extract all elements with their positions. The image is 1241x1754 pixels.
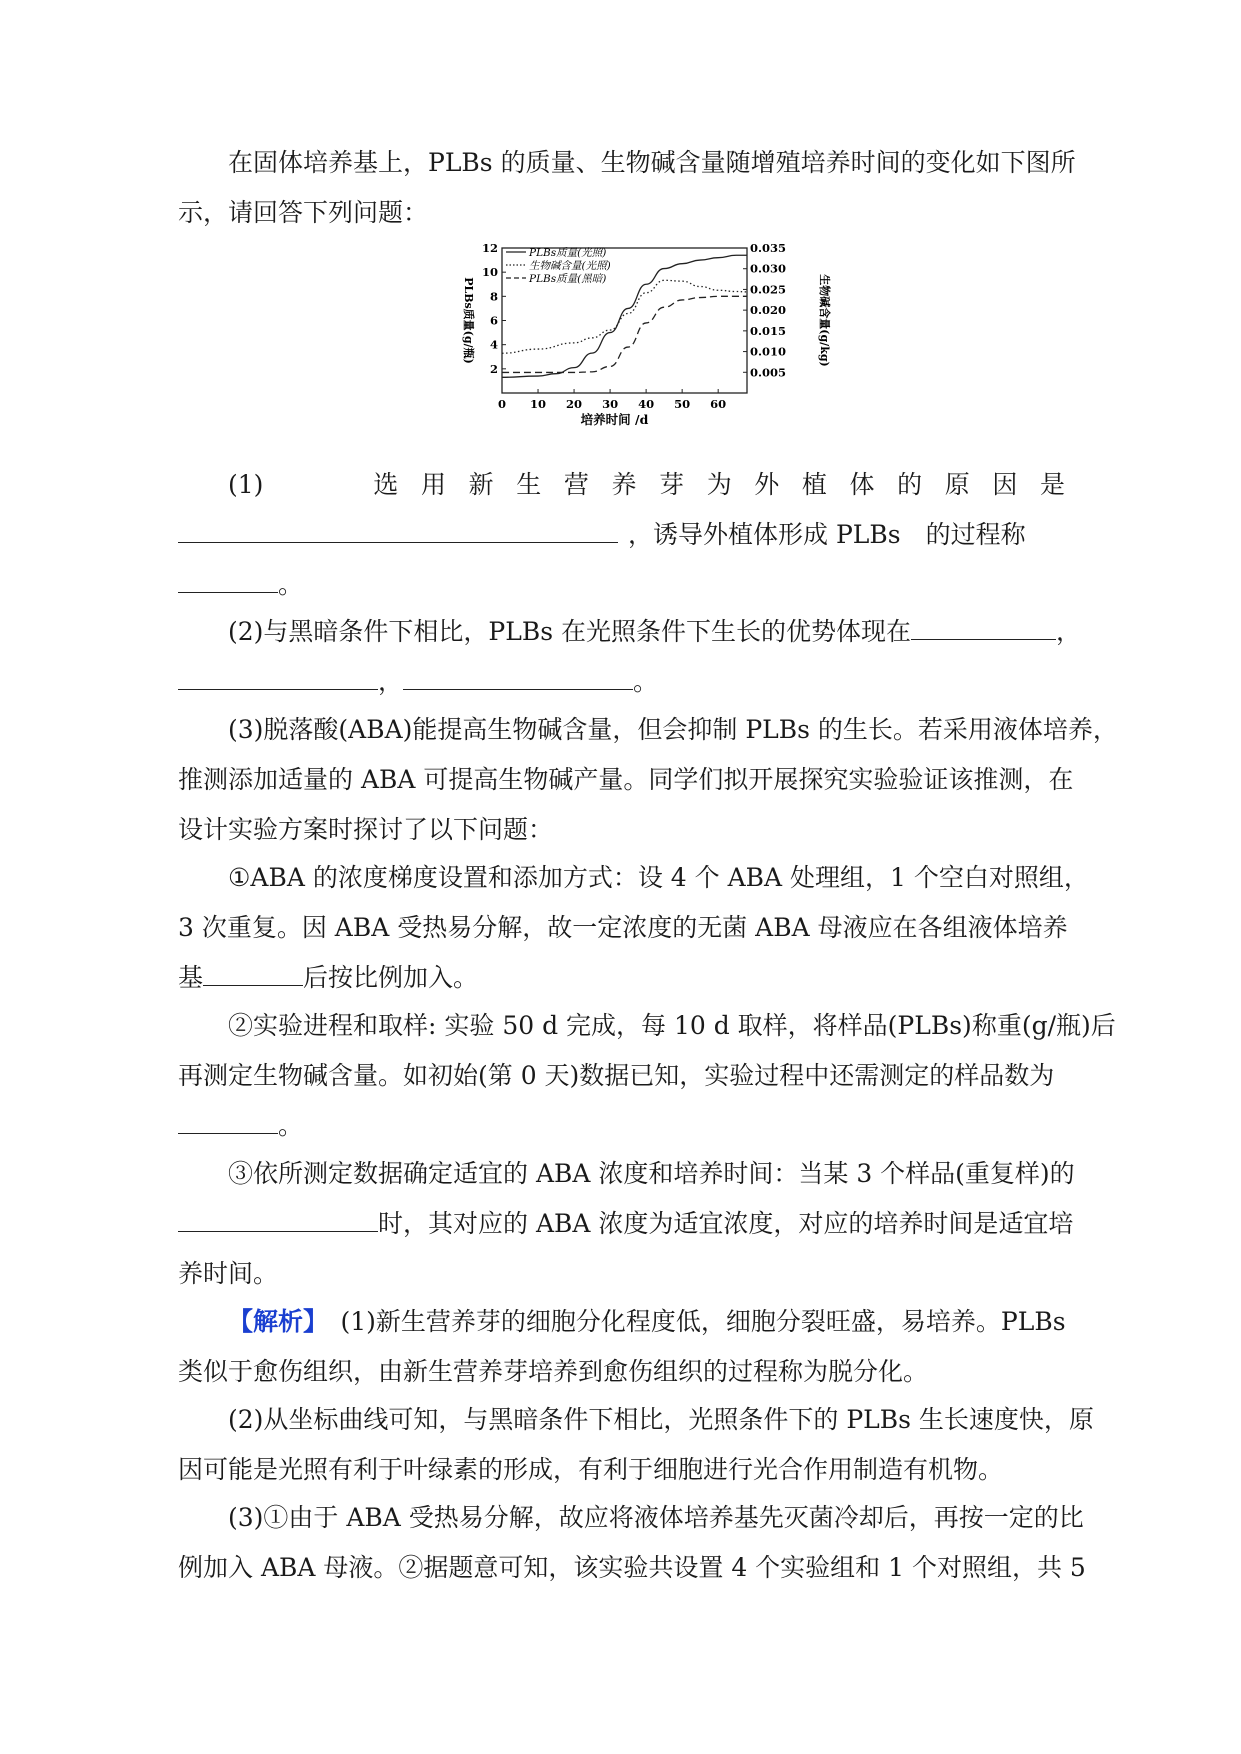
intro-line-2: 示，请回答下列问题： xyxy=(178,198,429,227)
q1-stem-char: 体 xyxy=(849,470,875,499)
y-left-tick-label: 2 xyxy=(489,361,498,376)
x-tick-label: 0 xyxy=(497,397,507,411)
y-left-tick-label: 8 xyxy=(489,289,498,304)
analysis-p3-line-2: 例加入 ABA 母液。②据题意可知，该实验共设置 4 个实验组和 1 个对照组，共 5 xyxy=(178,1553,1086,1582)
q1-stem-char: 是 xyxy=(1039,470,1065,499)
y-right-tick-label: 0.010 xyxy=(750,344,787,359)
q3-line-3: 设计实验方案时探讨了以下问题： xyxy=(178,815,554,844)
s1-text-a: 基 xyxy=(178,963,204,992)
q1-number: (1) xyxy=(228,470,264,499)
subquestion-1 xyxy=(178,853,1089,1003)
y-right-tick-label: 0.005 xyxy=(750,365,787,380)
x-axis-label: 培养时间 /d xyxy=(580,412,649,427)
s3-line-1: ③依所测定数据确定适宜的 ABA 浓度和培养时间：当某 3 个样品(重复样)的 xyxy=(228,1159,1075,1188)
q1-stem-char: 营 xyxy=(563,470,589,499)
s3-line-2 xyxy=(178,1199,1074,1249)
q1-stem-char: 外 xyxy=(754,470,780,499)
analysis-line-2: 类似于愈伤组织，由新生营养芽培养到愈伤组织的过程称为脱分化。 xyxy=(178,1357,929,1386)
q1-line-3 xyxy=(178,560,1065,610)
analysis-p3-line-1: (3)①由于 ABA 受热易分解，故应将液体培养基先灭菌冷却后，再按一定的比 xyxy=(228,1503,1084,1532)
q1-stem-char: 用 xyxy=(421,470,447,499)
answer-blank[interactable] xyxy=(178,1201,378,1232)
y-right-tick-label: 0.020 xyxy=(750,303,787,318)
s3-line-3: 养时间。 xyxy=(178,1259,279,1288)
y-left-tick-label: 4 xyxy=(489,337,498,352)
answer-blank[interactable] xyxy=(178,512,618,543)
y-left-tick-label: 12 xyxy=(481,241,498,255)
q1-mid-text: ，诱导外植体形成 PLBs 的过程称 xyxy=(628,520,1026,549)
legend-label: PLBs质量(黑暗) xyxy=(529,273,607,285)
s2-end: 。 xyxy=(278,1111,304,1140)
q1-stem-char: 的 xyxy=(897,470,923,499)
q1-stem-char: 新 xyxy=(468,470,494,499)
answer-blank[interactable] xyxy=(178,1103,278,1134)
q1-stem-char: 养 xyxy=(611,470,637,499)
q2-text: (2)与黑暗条件下相比，PLBs 在光照条件下生长的优势体现在 xyxy=(228,617,911,646)
question-3 xyxy=(178,705,1118,855)
q1-stem-char: 植 xyxy=(801,470,827,499)
subquestion-3 xyxy=(178,1149,1075,1299)
s1-line-3 xyxy=(178,953,1065,1003)
legend-label: PLBs质量(光照) xyxy=(529,247,607,259)
x-tick-label: 50 xyxy=(674,397,691,411)
y-right-tick-label: 0.030 xyxy=(750,261,787,276)
s2-line-2: 再测定生物碱含量。如初始(第 0 天)数据已知，实验过程中还需测定的样品数为 xyxy=(178,1061,1055,1090)
q1-stem-char: 芽 xyxy=(659,470,685,499)
s1-line-1: ①ABA 的浓度梯度设置和添加方式：设 4 个 ABA 处理组，1 个空白对照组， xyxy=(228,863,1089,892)
q3-line-2: 推测添加适量的 ABA 可提高生物碱产量。同学们拟开展探究实验验证该推测，在 xyxy=(178,765,1074,794)
line-chart xyxy=(455,238,835,458)
analysis-p2-line-2: 因可能是光照有利于叶绿素的形成，有利于细胞进行光合作用制造有机物。 xyxy=(178,1455,1004,1484)
q2-comma: ， xyxy=(1056,617,1082,646)
s1-line-2: 3 次重复。因 ABA 受热易分解，故一定浓度的无菌 ABA 母液应在各组液体培养 xyxy=(178,913,1068,942)
answer-blank[interactable] xyxy=(403,659,633,690)
analysis-p1-text: (1)新生营养芽的细胞分化程度低，细胞分裂旺盛，易培养。PLBs xyxy=(315,1307,1066,1336)
q2-line-2 xyxy=(178,657,1065,707)
analysis-line-1 xyxy=(178,1297,1065,1347)
x-tick-label: 60 xyxy=(710,397,727,411)
analysis-p3 xyxy=(178,1493,1086,1593)
s2-line-3 xyxy=(178,1101,1065,1151)
intro-paragraph xyxy=(178,138,1076,238)
q2-end: 。 xyxy=(633,667,659,696)
y-left-tick-label: 10 xyxy=(481,265,498,280)
s3-text: 时，其对应的 ABA 浓度为适宜浓度，对应的培养时间是适宜培 xyxy=(378,1209,1074,1238)
q2-line-1 xyxy=(178,607,1082,657)
answer-blank[interactable] xyxy=(911,609,1056,640)
answer-blank[interactable] xyxy=(178,562,278,593)
y-right-tick-label: 0.015 xyxy=(750,323,787,338)
analysis-p1 xyxy=(178,1297,1065,1397)
q1-end: 。 xyxy=(278,570,304,599)
answer-blank[interactable] xyxy=(178,659,378,690)
x-tick-label: 40 xyxy=(638,397,655,411)
q1-stem-char: 因 xyxy=(992,470,1018,499)
analysis-p2-line-1: (2)从坐标曲线可知，与黑暗条件下相比，光照条件下的 PLBs 生长速度快，原 xyxy=(228,1405,1094,1434)
y-right-tick-label: 0.035 xyxy=(750,241,787,255)
intro-line-1: 在固体培养基上，PLBs 的质量、生物碱含量随增殖培养时间的变化如下图所 xyxy=(228,148,1076,177)
q3-line-1: (3)脱落酸(ABA)能提高生物碱含量，但会抑制 PLBs 的生长。若采用液体培养， xyxy=(228,715,1118,744)
q2-comma-2: ， xyxy=(378,667,404,696)
q1-stem-char: 原 xyxy=(944,470,970,499)
x-tick-label: 20 xyxy=(566,397,583,411)
y-left-axis-label: PLBs质量(g/瓶) xyxy=(462,277,475,364)
y-right-axis-label: 生物碱含量(g/kg) xyxy=(818,274,831,367)
answer-blank[interactable] xyxy=(203,955,303,986)
q1-stem xyxy=(373,460,1065,510)
s2-line-1: ②实验进程和取样: 实验 50 d 完成，每 10 d 取样，将样品(PLBs)称重(g/瓶)后 xyxy=(228,1011,1116,1040)
q1-line-2 xyxy=(178,510,1065,560)
q1-stem-char: 为 xyxy=(706,470,732,499)
question-1 xyxy=(178,460,1065,610)
question-2 xyxy=(178,607,1082,707)
x-tick-label: 30 xyxy=(602,397,619,411)
analysis-tag: 【解析】 xyxy=(228,1307,316,1336)
q1-stem-char: 选 xyxy=(373,470,399,499)
series-line-2 xyxy=(502,280,747,353)
series-line-3 xyxy=(502,296,747,372)
q1-stem-char: 生 xyxy=(516,470,542,499)
analysis-p2 xyxy=(178,1395,1094,1495)
legend-label: 生物碱含量(光照) xyxy=(529,260,611,272)
subquestion-2 xyxy=(178,1001,1116,1151)
y-left-tick-label: 6 xyxy=(489,313,498,328)
x-tick-label: 10 xyxy=(530,397,547,411)
y-right-tick-label: 0.025 xyxy=(750,282,787,297)
s1-text-b: 后按比例加入。 xyxy=(303,963,479,992)
q1-line-1 xyxy=(178,460,1065,510)
